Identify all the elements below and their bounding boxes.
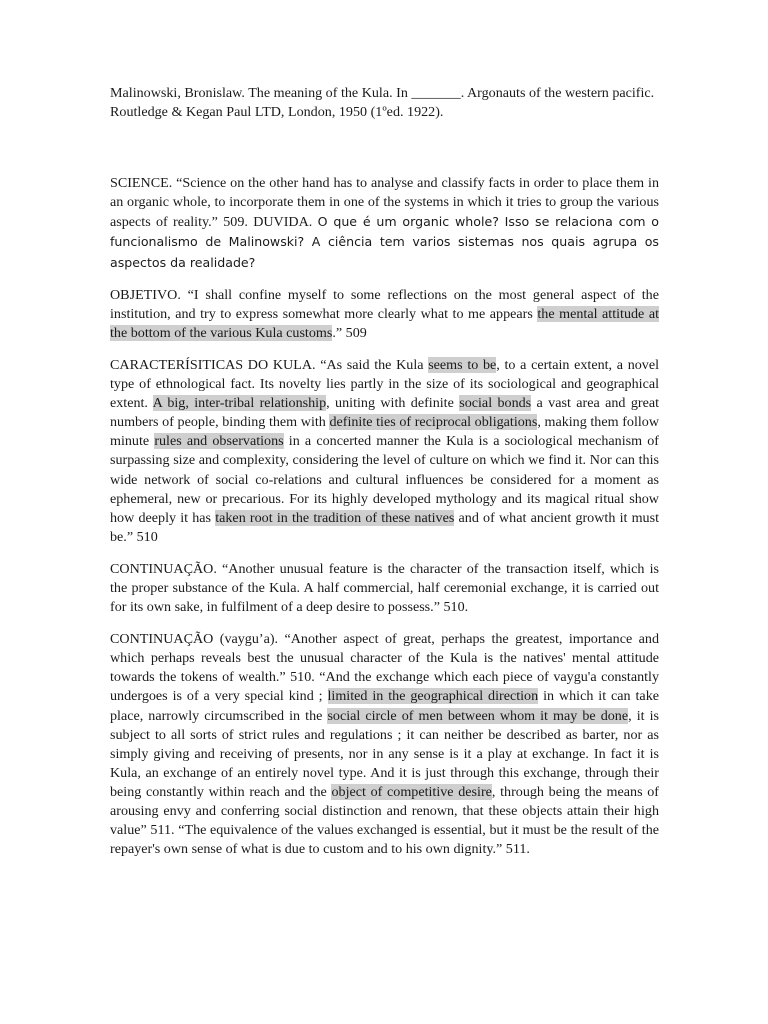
- highlighted-text: object of competitive desire: [331, 783, 492, 800]
- highlighted-text: social circle of men between whom it may be done: [327, 707, 629, 724]
- paragraph-text: CONTINUAÇÃO. “Another unusual feature is the character of the transaction itself, which is the proper substance of the Kula. A half commercial, half ceremonial exchange, it is carried out for its own sake, in fulfilment of a deep desire to possess.” 510.: [110, 560, 659, 616]
- highlighted-text: the mental attitude at the bottom of the various Kula customs: [110, 305, 659, 341]
- paragraph-text: .” 509: [332, 324, 367, 341]
- paragraph-text: CONTINUAÇÃO (vaygu’a). “Another aspect of great, perhaps the greatest, importance and which perhaps reveals best the unusual character of the Kula is the natives' mental attitude towards the tokens of wealth.” 510. “And the exchange which each piece of vaygu'a constantly undergoes is of a very special kind ;: [110, 631, 659, 705]
- paragraph-caracteristicas: [110, 356, 659, 547]
- paragraph-text: CARACTERÍSITICAS DO KULA. “As said the Kula: [110, 356, 429, 373]
- highlighted-text: social bonds: [459, 395, 532, 412]
- document-page: [110, 84, 659, 872]
- paragraph-text: and of what ancient growth it must be.” 510: [110, 509, 659, 545]
- paragraph-text: , it is subject to all sorts of strict rules and regulations ; it can neither be described as barter, nor as simply giving and receiving of presents, nor in any sense is it a play at exchange. In fact it is Kula, an exchange of an entirely novel type. And it is just through this exchange, through their being constantly within reach and the: [110, 707, 659, 800]
- paragraph-text: , making them follow minute: [110, 414, 659, 450]
- paragraph-continuacao-2: [110, 630, 659, 859]
- paragraph-text: in which it can take place, narrowly circumscribed in the: [110, 688, 659, 724]
- paragraph-continuacao-1: [110, 560, 659, 617]
- notes-body: [110, 174, 659, 859]
- paragraph-text: , uniting with definite: [326, 395, 460, 412]
- paragraph-text: a vast area and great numbers of people, binding them with: [110, 395, 659, 431]
- highlighted-text: A big, inter-tribal relationship: [152, 395, 327, 412]
- paragraph-objetivo: [110, 286, 659, 343]
- highlighted-text: rules and observations: [154, 433, 284, 450]
- highlighted-text: taken root in the tradition of these natives: [215, 509, 455, 526]
- highlighted-text: seems to be: [428, 356, 497, 373]
- paragraph-science: [110, 174, 659, 272]
- paragraph-text: , through being the means of arousing envy and conferring social distinction and renown, that these objects attain their high value” 511. “The equivalence of the values exchanged is essential, but it must be the result of the repayer's own sense of what is due to custom and to his own dignity.” 511.: [110, 783, 659, 858]
- paragraph-text: OBJETIVO. “I shall confine myself to some reflections on the most general aspect of the institution, and try to express somewhat more clearly what to me appears: [110, 286, 659, 322]
- paragraph-text: O que é um organic whole? Isso se relaciona com o funcionalismo de Malinowski? A ciência tem varios sistemas nos quais agrupa os aspectos da realidade?: [110, 214, 659, 270]
- highlighted-text: limited in the geographical direction: [327, 688, 539, 705]
- paragraph-text: SCIENCE. “Science on the other hand has to analyse and classify facts in order to place them in an organic whole, to incorporate them in one of the systems in which it tries to group the various aspects of reality.” 509. DUVIDA.: [110, 175, 659, 231]
- paragraph-text: , to a certain extent, a novel type of ethnological fact. Its novelty lies partly in the size of its sociological and geographical extent.: [110, 356, 660, 412]
- paragraph-text: in a concerted manner the Kula is a sociological mechanism of surpassing size and complexity, considering the level of culture on which we find it. Nor can this wide network of social co-relations and cultural influences be considered for a moment as ephemeral, new or precarious. For its highly developed mythology and its magical ritual show how deeply it has: [110, 433, 659, 526]
- bibliographic-reference: Malinowski, Bronislaw. The meaning of the Kula. In _______. Argonauts of the western pacific. Routledge & Kegan Paul LTD, London, 1950 (1ºed. 1922).: [110, 85, 655, 121]
- highlighted-text: definite ties of reciprocal obligations: [329, 414, 538, 431]
